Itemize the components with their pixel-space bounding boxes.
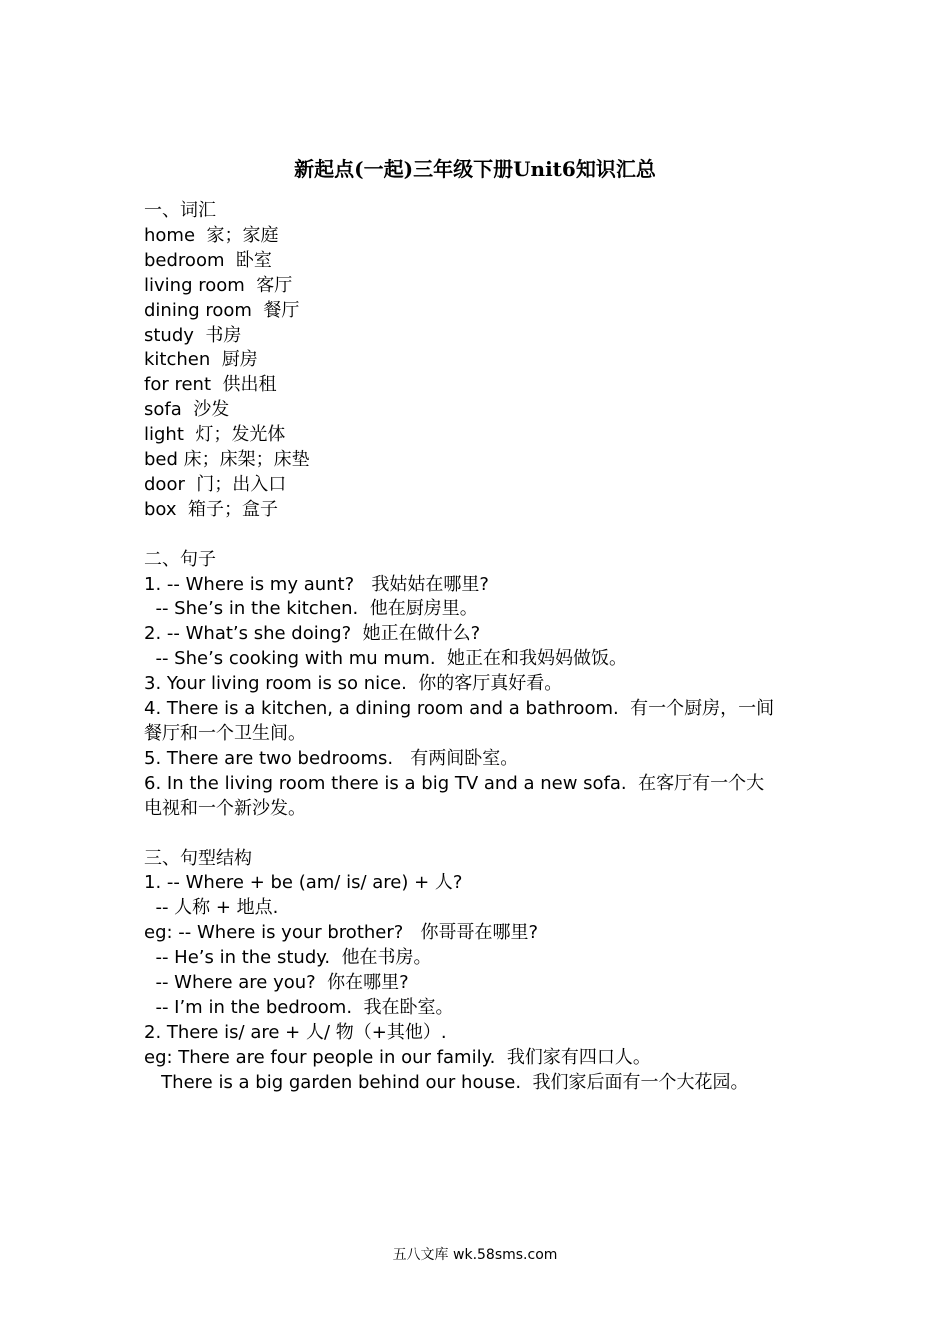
- pattern-line: -- He’s in the study. 他在书房。: [144, 947, 432, 969]
- pattern-line: eg: -- Where is your brother? 你哥哥在哪里?: [144, 922, 539, 944]
- pattern-line: 2. There is/ are + 人/ 物（+其他）.: [144, 1021, 447, 1043]
- vocab-section: [144, 199, 824, 523]
- sentence-line: 6. In the living room there is a big TV and a new sofa. 在客厅有一个大: [144, 772, 765, 794]
- vocab-item: dining room 餐厅: [144, 299, 300, 321]
- vocab-item: living room 客厅: [144, 274, 293, 296]
- sentence-line: 电视和一个新沙发。: [144, 797, 306, 819]
- vocab-item: study 书房: [144, 324, 242, 346]
- section-spacer: [144, 822, 824, 847]
- pattern-line: -- Where are you? 你在哪里?: [144, 972, 409, 994]
- vocab-item: for rent 供出租: [144, 374, 277, 396]
- pattern-line: eg: There are four people in our family. 我们家有四口人。: [144, 1046, 651, 1068]
- sentences-heading: 二、句子: [144, 548, 216, 570]
- pattern-line: There is a big garden behind our house. 我们家后面有一个大花园。: [144, 1071, 749, 1093]
- sentence-line: 3. Your living room is so nice. 你的客厅真好看。: [144, 673, 563, 695]
- vocab-item: bedroom 卧室: [144, 249, 272, 271]
- section-spacer: [144, 523, 824, 548]
- sentences-section: [144, 548, 824, 822]
- vocab-item: box 箱子；盒子: [144, 498, 278, 520]
- vocab-heading: 一、词汇: [144, 200, 216, 221]
- patterns-section: [144, 847, 824, 1096]
- document-body: [144, 199, 824, 1096]
- pattern-line: 1. -- Where + be (am/ is/ are) + 人?: [144, 872, 463, 894]
- pattern-line: -- 人称 + 地点.: [144, 897, 279, 919]
- pattern-line: -- I’m in the bedroom. 我在卧室。: [144, 996, 454, 1018]
- patterns-heading: 三、句型结构: [144, 847, 252, 869]
- page-footer: 五八文库 wk.58sms.com: [392, 1247, 558, 1263]
- sentence-line: 4. There is a kitchen, a dining room and a bathroom. 有一个厨房，一间: [144, 698, 775, 720]
- sentence-line: 1. -- Where is my aunt? 我姑姑在哪里?: [144, 573, 489, 595]
- vocab-item: sofa 沙发: [144, 399, 230, 421]
- sentence-line: -- She’s cooking with mu mum. 她正在和我妈妈做饭。: [144, 648, 628, 670]
- sentence-line: -- She’s in the kitchen. 他在厨房里。: [144, 598, 478, 620]
- sentence-line: 餐厅和一个卫生间。: [144, 723, 306, 745]
- vocab-item: door 门；出入口: [144, 473, 287, 495]
- sentence-line: 2. -- What’s she doing? 她正在做什么?: [144, 623, 481, 645]
- vocab-item: light 灯；发光体: [144, 424, 286, 446]
- vocab-item: home 家；家庭: [144, 224, 279, 246]
- vocab-item: bed 床；床架；床垫: [144, 449, 310, 471]
- vocab-item: kitchen 厨房: [144, 349, 258, 371]
- sentence-line: 5. There are two bedrooms. 有两间卧室。: [144, 747, 519, 769]
- page-title: 新起点(一起)三年级下册Unit6知识汇总: [294, 157, 656, 181]
